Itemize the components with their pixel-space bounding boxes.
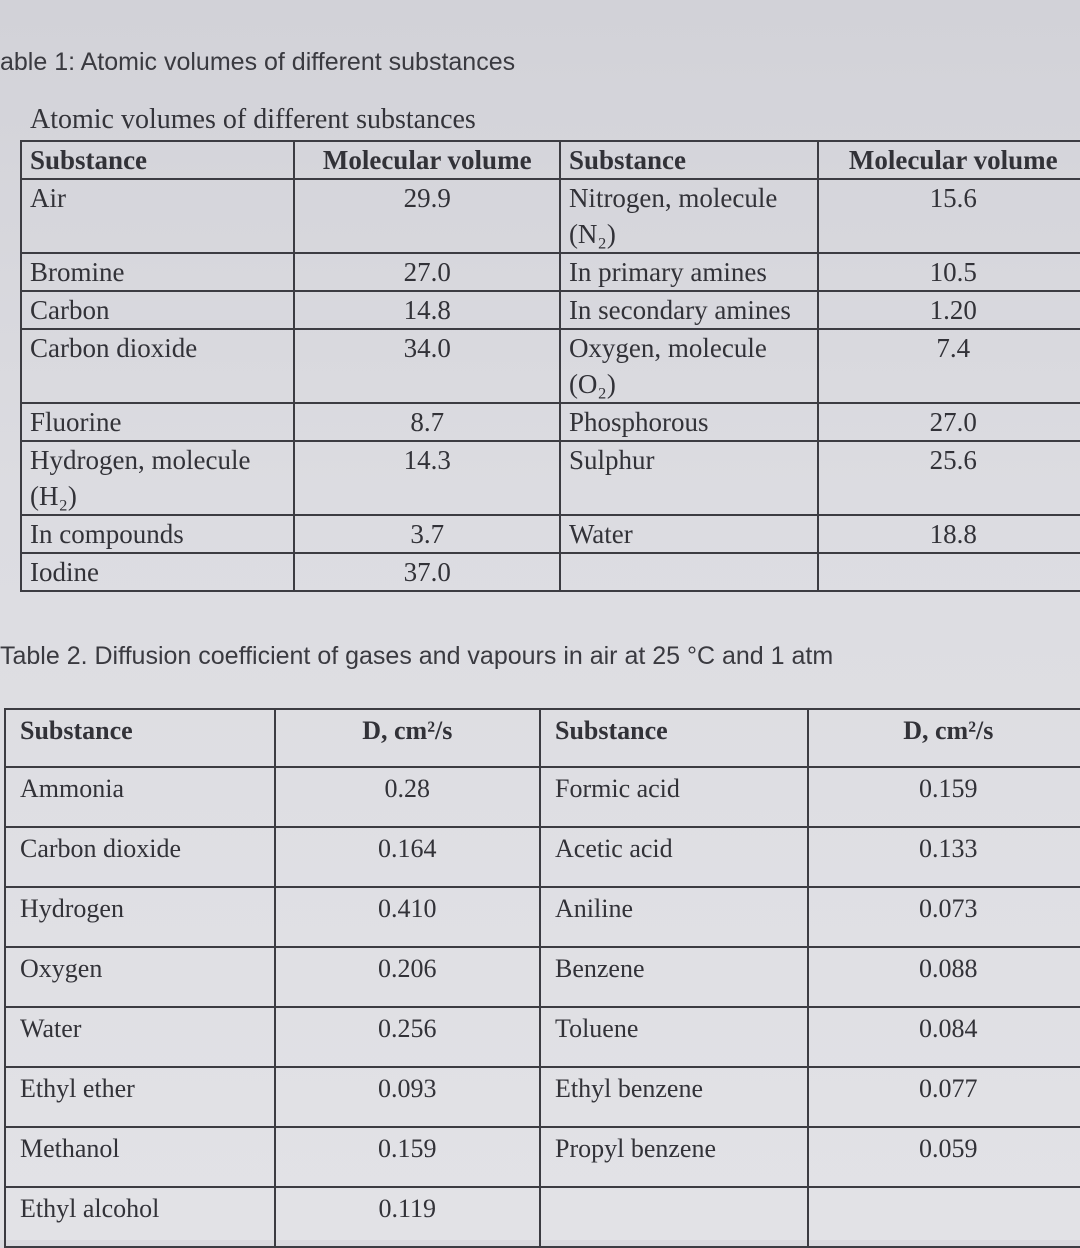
- table-cell: 0.093: [275, 1067, 540, 1127]
- table-cell: 37.0: [294, 553, 559, 591]
- column-header: Substance: [540, 709, 808, 767]
- table-cell: 0.059: [808, 1127, 1080, 1187]
- table-cell: 0.077: [808, 1067, 1080, 1127]
- table-cell: In primary amines: [560, 253, 818, 291]
- table-cell: 29.9: [294, 179, 559, 253]
- table-cell: [808, 1187, 1080, 1247]
- table-cell: 0.159: [808, 767, 1080, 827]
- table-cell: Ethyl benzene: [540, 1067, 808, 1127]
- table-cell: 25.6: [818, 441, 1080, 515]
- table-cell: Bromine: [21, 253, 294, 291]
- table-cell: Water: [5, 1007, 275, 1067]
- table-row: [5, 887, 1080, 947]
- column-header: D, cm²/s: [275, 709, 540, 767]
- table-cell: 3.7: [294, 515, 559, 553]
- table-row: [21, 179, 1080, 253]
- table-cell: Carbon: [21, 291, 294, 329]
- table-cell: 0.073: [808, 887, 1080, 947]
- table-cell: Water: [560, 515, 818, 553]
- table-cell: Toluene: [540, 1007, 808, 1067]
- table-cell: In secondary amines: [560, 291, 818, 329]
- table-cell: Air: [21, 179, 294, 253]
- column-header: Substance: [21, 141, 294, 179]
- table-cell: In compounds: [21, 515, 294, 553]
- table-cell: Carbon dioxide: [5, 827, 275, 887]
- table1-caption: able 1: Atomic volumes of different substances: [0, 48, 516, 76]
- table-cell: 0.133: [808, 827, 1080, 887]
- atomic-volumes-table: [20, 140, 1080, 592]
- table-cell: Benzene: [540, 947, 808, 1007]
- table-cell: 27.0: [818, 403, 1080, 441]
- table-row: [5, 1187, 1080, 1247]
- table1-subcaption: Atomic volumes of different substances: [30, 104, 476, 135]
- table-cell: 14.3: [294, 441, 559, 515]
- table-cell: Acetic acid: [540, 827, 808, 887]
- table-cell: Ammonia: [5, 767, 275, 827]
- table-row: [5, 947, 1080, 1007]
- table-cell: 18.8: [818, 515, 1080, 553]
- table-header-row: [5, 709, 1080, 767]
- table-cell: 0.256: [275, 1007, 540, 1067]
- table-cell: Iodine: [21, 553, 294, 591]
- table-cell: 14.8: [294, 291, 559, 329]
- table-cell: 1.20: [818, 291, 1080, 329]
- table-cell: Formic acid: [540, 767, 808, 827]
- table-row: [21, 553, 1080, 591]
- table-row: [21, 515, 1080, 553]
- table2-caption: Table 2. Diffusion coefficient of gases and vapours in air at 25 °C and 1 atm: [0, 642, 834, 670]
- table-cell: [818, 553, 1080, 591]
- table-cell: Nitrogen, molecule (N₂): [560, 179, 818, 253]
- table-cell: 0.119: [275, 1187, 540, 1247]
- table-cell: Carbon dioxide: [21, 329, 294, 403]
- table-cell: Fluorine: [21, 403, 294, 441]
- table-cell: Sulphur: [560, 441, 818, 515]
- table-cell: Oxygen, molecule (O₂): [560, 329, 818, 403]
- table-cell: 0.159: [275, 1127, 540, 1187]
- table-header-row: [21, 141, 1080, 179]
- table-cell: 34.0: [294, 329, 559, 403]
- table-cell: 8.7: [294, 403, 559, 441]
- table-cell: 0.164: [275, 827, 540, 887]
- table-cell: [560, 553, 818, 591]
- table-cell: Hydrogen: [5, 887, 275, 947]
- table-cell: Hydrogen, molecule (H₂): [21, 441, 294, 515]
- table-row: [21, 329, 1080, 403]
- column-header: Substance: [5, 709, 275, 767]
- table-cell: [540, 1187, 808, 1247]
- table-cell: 0.084: [808, 1007, 1080, 1067]
- table-row: [21, 441, 1080, 515]
- table-cell: Propyl benzene: [540, 1127, 808, 1187]
- column-header: Molecular volume: [818, 141, 1080, 179]
- table-cell: Methanol: [5, 1127, 275, 1187]
- table-cell: Oxygen: [5, 947, 275, 1007]
- table-cell: Ethyl alcohol: [5, 1187, 275, 1247]
- table-row: [5, 1127, 1080, 1187]
- table-cell: Aniline: [540, 887, 808, 947]
- table-cell: 7.4: [818, 329, 1080, 403]
- table-row: [21, 291, 1080, 329]
- table-row: [5, 767, 1080, 827]
- column-header: Substance: [560, 141, 818, 179]
- table-cell: 0.206: [275, 947, 540, 1007]
- table-row: [5, 1067, 1080, 1127]
- column-header: Molecular volume: [294, 141, 559, 179]
- table-cell: 27.0: [294, 253, 559, 291]
- table-cell: 0.410: [275, 887, 540, 947]
- table-row: [21, 403, 1080, 441]
- column-header: D, cm²/s: [808, 709, 1080, 767]
- table-row: [5, 1007, 1080, 1067]
- table-cell: 0.28: [275, 767, 540, 827]
- diffusion-coefficient-table: [4, 708, 1080, 1248]
- table-cell: 15.6: [818, 179, 1080, 253]
- table-cell: 10.5: [818, 253, 1080, 291]
- table-row: [5, 827, 1080, 887]
- table-cell: Ethyl ether: [5, 1067, 275, 1127]
- table-cell: 0.088: [808, 947, 1080, 1007]
- table-cell: Phosphorous: [560, 403, 818, 441]
- table-row: [21, 253, 1080, 291]
